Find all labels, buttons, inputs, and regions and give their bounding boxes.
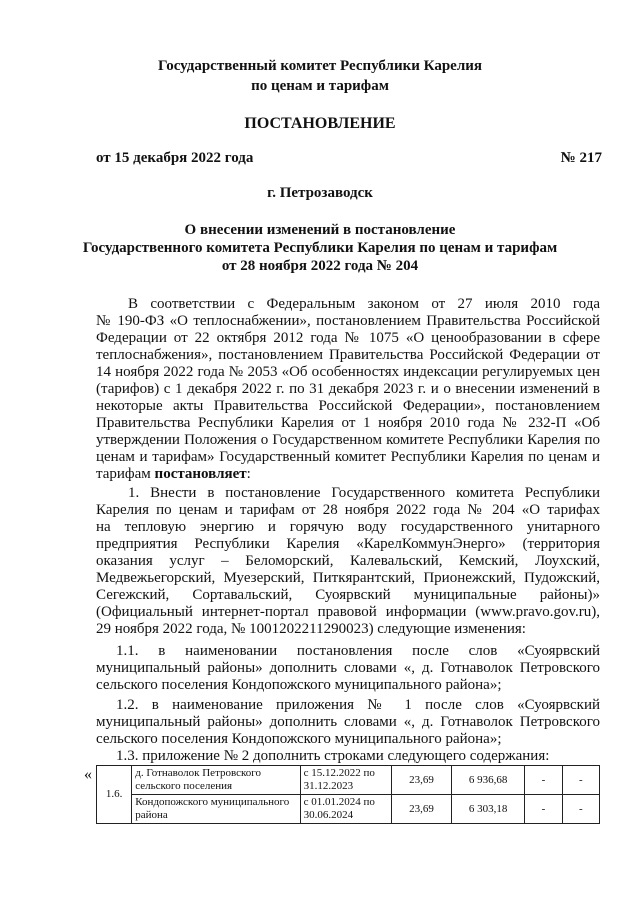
- paragraph-line: муниципальный районы» дополнить словами «, д. Готнаволок Петровского: [96, 714, 600, 730]
- resolves-prefix: тарифам: [96, 466, 155, 482]
- paragraph-line: 1.1. в наименовании постановления после слов «Суоярвский: [116, 643, 600, 659]
- table-cell-value: -: [562, 766, 599, 795]
- table-cell-period: с 01.01.2024 по 30.06.2024: [300, 795, 392, 824]
- table-cell-value: -: [525, 795, 562, 824]
- paragraph-line: Правительства Республики Карелия от 1 ноября 2010 года № 232-П «Об: [96, 415, 600, 431]
- paragraph-line: предприятия Республики Карелия «КарелКоммунЭнерго» (территория: [96, 536, 600, 552]
- table-cell-value: -: [525, 766, 562, 795]
- table-cell-place: д. Готнаволок Петровского сельского поселения: [132, 766, 300, 795]
- table-cell-value: 6 303,18: [451, 795, 525, 824]
- table-cell-value: 23,69: [392, 795, 451, 824]
- paragraph-line: ценам и тарифам» Государственный комитет Республики Карелия по ценам и: [96, 449, 600, 465]
- resolves-word: постановляет: [154, 466, 247, 482]
- paragraph-line: Карелия по ценам и тарифам от 28 ноября 2022 года № 204 «О тарифах: [96, 502, 600, 518]
- paragraph-line: (Официальный интернет-портал правовой информации (www.pravo.gov.ru),: [96, 604, 600, 620]
- paragraph-line: (тарифов) с 1 декабря 2022 г. по 31 декабря 2023 г. и о внесении изменений в: [96, 381, 600, 397]
- paragraph-line: 29 ноября 2022 года, № 1001202211290023) следующие изменения:: [96, 621, 526, 637]
- document-type: ПОСТАНОВЛЕНИЕ: [244, 115, 396, 132]
- table-row: [97, 766, 600, 795]
- document-title-line3: от 28 ноября 2022 года № 204: [221, 258, 419, 274]
- document-date: от 15 декабря 2022 года: [96, 150, 254, 166]
- resolves-suffix: :: [246, 466, 251, 482]
- org-name-line2: по ценам и тарифам: [251, 78, 389, 94]
- document-title-line1: О внесении изменений в постановление: [184, 222, 456, 238]
- table-cell-value: 23,69: [392, 766, 451, 795]
- paragraph-line: Медвежьегорский, Муезерский, Питкярантский, Прионежский, Пудожский,: [96, 570, 600, 586]
- paragraph-line-resolves: [96, 466, 600, 483]
- paragraph-line: муниципальный районы» дополнить словами «, д. Готнаволок Петровского: [96, 660, 600, 676]
- paragraph-line: № 190-ФЗ «О теплоснабжении», постановлением Правительства Российской: [96, 313, 600, 329]
- document-city: г. Петрозаводск: [267, 185, 373, 201]
- table-cell-period: с 15.12.2022 по 31.12.2023: [300, 766, 392, 795]
- row-number: 1.6.: [97, 766, 132, 824]
- paragraph-line: на тепловую энергию и горячую воду государственного унитарного: [96, 519, 600, 535]
- table-cell-value: -: [562, 795, 599, 824]
- open-quote: «: [84, 766, 92, 783]
- paragraph-line: теплоснабжения», постановлением Правительства Российской Федерации от: [96, 347, 600, 363]
- document-title-line2: Государственного комитета Республики Карелия по ценам и тарифам: [82, 240, 558, 256]
- paragraph-line: 1. Внести в постановление Государственного комитета Республики: [128, 485, 600, 501]
- tariff-table: [96, 765, 600, 824]
- paragraph-line: В соответствии с Федеральным законом от 27 июля 2010 года: [128, 296, 600, 312]
- paragraph-line: Федерации от 22 октября 2012 года № 1075 «О ценообразовании в сфере: [96, 330, 600, 346]
- paragraph-line: некоторые акты Правительства Российской Федерации», постановлением: [96, 398, 600, 414]
- paragraph-line: 1.2. в наименование приложения № 1 после слов «Суоярвский: [116, 697, 600, 713]
- paragraph-line: сельского поселения Кондопожского муниципального района»;: [96, 731, 502, 747]
- paragraph-line: Сегежский, Сортавальский, Суоярвский муниципальные районы)»: [96, 587, 600, 603]
- paragraph-line: 14 ноября 2022 года № 2053 «Об особенностях индексации регулируемых цен: [96, 364, 600, 380]
- table-cell-place: Кондопожского муниципального района: [132, 795, 300, 824]
- paragraph-line: утверждении Положения о Государственном комитете Республики Карелия по: [96, 432, 600, 448]
- document-number: № 217: [560, 150, 602, 166]
- paragraph-line: сельского поселения Кондопожского муниципального района»;: [96, 677, 502, 693]
- org-name-line1: Государственный комитет Республики Карелия: [158, 58, 482, 74]
- table-cell-value: 6 936,68: [451, 766, 525, 795]
- table-row: [97, 795, 600, 824]
- paragraph-line: оказания услуг – Беломорский, Калевальский, Кемский, Лоухский,: [96, 553, 600, 569]
- paragraph-line: 1.3. приложение № 2 дополнить строками следующего содержания:: [116, 748, 550, 764]
